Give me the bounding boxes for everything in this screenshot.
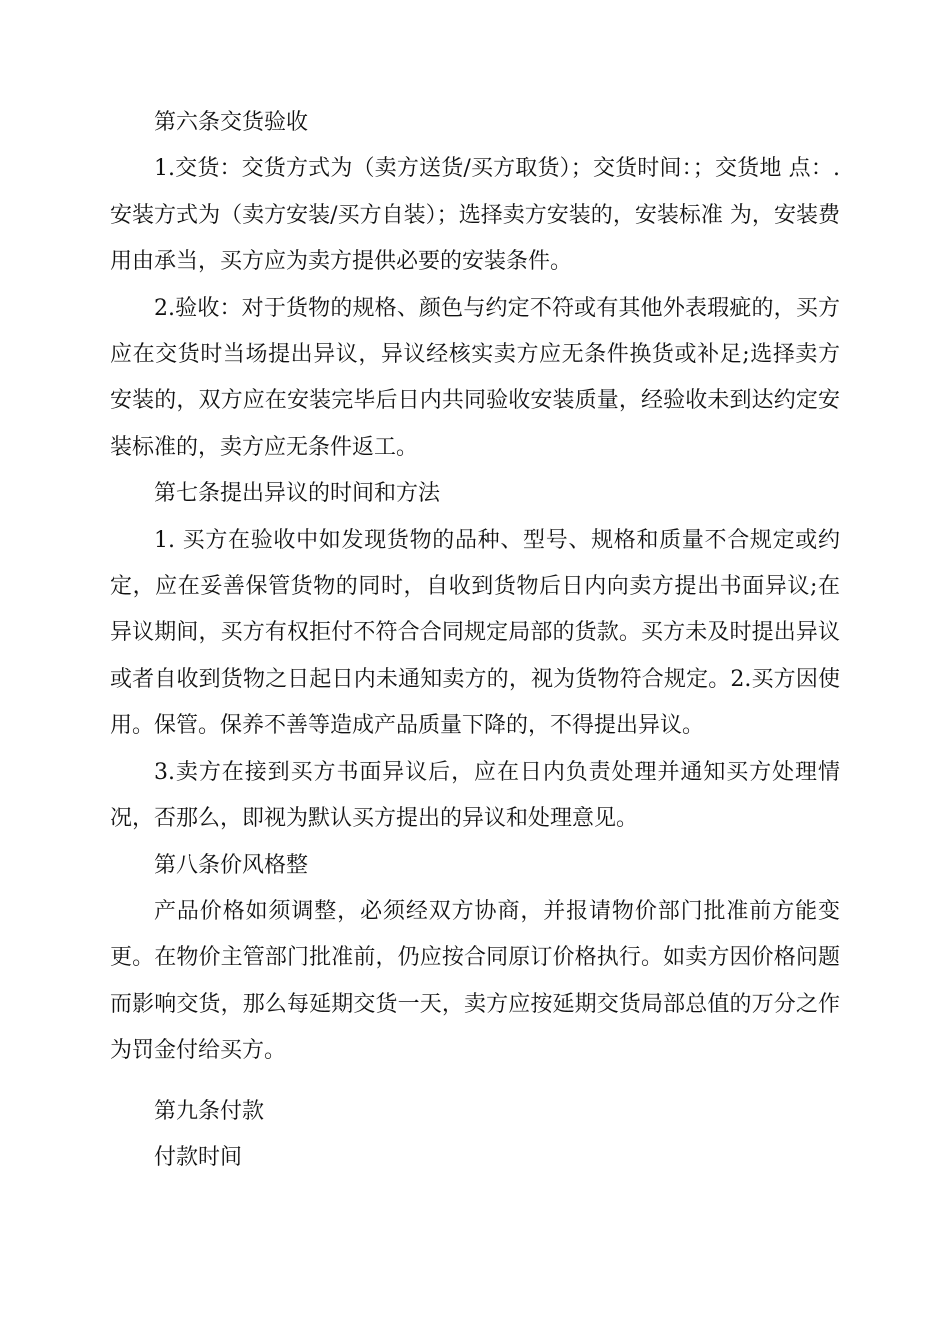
paragraph-objection-3: 3.卖方在接到买方书面异议后，应在日内负责处理并通知买方处理情况，否那么，即视为默认买方提出的异议和处理意见。 [110, 759, 840, 832]
section-heading-7: 第七条提出异议的时间和方法 [154, 481, 441, 507]
section-heading-9: 第九条付款 [154, 1098, 265, 1124]
paragraph-price-adjustment: 产品价格如须调整，必须经双方协商，并报请物价部门批准前方能变更。在物价主管部门批准前，仍应按合同原订价格执行。如卖方因价格问题而影响交货，那么每延期交货一天，卖方应按延期交货局部总值的万分之作为罚金付给买方。 [110, 898, 840, 1064]
paragraph-objection-1: 1. 买方在验收中如发现货物的品种、型号、规格和质量不合规定或约定，应在妥善保管货物的同时，自收到货物后日内向卖方提出书面异议;在异议期间，买方有权拒付不符合合同规定局部的货款。买方未及时提出异议或者自收到货物之日起日内未通知卖方的，视为货物符合规定。2.买方因使用。保管。保养不善等造成产品质量下降的，不得提出异议。 [110, 527, 840, 739]
subheading-payment-time: 付款时间 [154, 1144, 243, 1170]
paragraph-acceptance: 2.验收：对于货物的规格、颜色与约定不符或有其他外表瑕疵的，买方应在交货时当场提出异议，异议经核实卖方应无条件换货或补足;选择卖方安装的，双方应在安装完毕后日内共同验收安装质量，经验收未到达约定安装标准的，卖方应无条件返工。 [110, 295, 840, 460]
document-page [110, 100, 840, 1181]
paragraph-delivery: 1.交货：交货方式为（卖方送货/买方取货）；交货时间：；交货地 点：.安装方式为（卖方安装/买方自装）；选择卖方安装的，安装标准 为，安装费用由承当，买方应为卖方提供必要的安装条件。 [110, 156, 840, 275]
section-heading-8: 第八条价风格整 [154, 852, 309, 878]
section-heading-6: 第六条交货验收 [154, 110, 309, 135]
